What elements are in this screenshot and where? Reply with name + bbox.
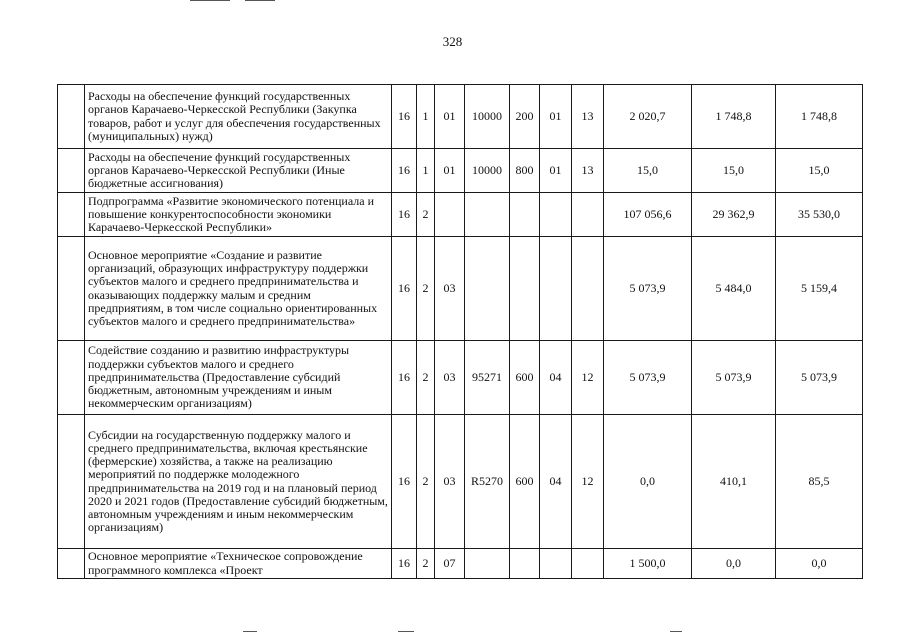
table-row	[58, 237, 863, 341]
code-cell	[540, 237, 572, 341]
table-row	[58, 549, 863, 579]
code-cell	[572, 549, 604, 579]
code-cell	[510, 237, 540, 341]
value-cell: 15,0	[604, 149, 692, 193]
code-cell: 2	[417, 341, 435, 415]
value-cell: 0,0	[604, 415, 692, 549]
code-cell: 16	[392, 149, 417, 193]
code-cell: 03	[435, 341, 465, 415]
code-cell: 600	[510, 341, 540, 415]
code-cell: R5270	[465, 415, 510, 549]
code-cell: 04	[540, 341, 572, 415]
blank-cell	[58, 85, 85, 149]
code-cell: 2	[417, 193, 435, 237]
value-cell: 5 073,9	[776, 341, 863, 415]
value-cell: 15,0	[776, 149, 863, 193]
row-name: Расходы на обеспечение функций государственных органов Карачаево-Черкесской Республики (Закупка товаров, работ и услуг для обеспечения государственных (муниципальных) нужд)	[85, 85, 392, 149]
code-cell: 10000	[465, 85, 510, 149]
code-cell: 95271	[465, 341, 510, 415]
value-cell: 15,0	[692, 149, 776, 193]
code-cell	[572, 237, 604, 341]
code-cell: 03	[435, 415, 465, 549]
value-cell: 29 362,9	[692, 193, 776, 237]
value-cell: 5 073,9	[692, 341, 776, 415]
row-name: Расходы на обеспечение функций государственных органов Карачаево-Черкесской Республики (Иные бюджетные ассигнования)	[85, 149, 392, 193]
code-cell: 2	[417, 237, 435, 341]
code-cell: 600	[510, 415, 540, 549]
blank-cell	[58, 149, 85, 193]
blank-cell	[58, 341, 85, 415]
table-row	[58, 85, 863, 149]
blank-cell	[58, 193, 85, 237]
code-cell	[465, 193, 510, 237]
code-cell: 16	[392, 341, 417, 415]
row-name: Подпрограмма «Развитие экономического потенциала и повышение конкурентоспособности экономики Карачаево-Черкесской Республики»	[85, 193, 392, 237]
value-cell: 5 159,4	[776, 237, 863, 341]
scan-artifact	[243, 631, 257, 632]
row-name: Основное мероприятие «Создание и развитие организаций, образующих инфраструктуру поддержки субъектов малого и среднего предпринимательства и оказывающих поддержку малым и средним предприятиям, в том числе социально ориентированных субъектов малого и среднего предпринимательства»	[85, 237, 392, 341]
value-cell: 1 500,0	[604, 549, 692, 579]
value-cell: 5 073,9	[604, 237, 692, 341]
code-cell	[540, 549, 572, 579]
code-cell	[572, 193, 604, 237]
code-cell: 12	[572, 415, 604, 549]
value-cell: 0,0	[776, 549, 863, 579]
scan-artifact	[190, 0, 230, 1]
code-cell: 16	[392, 549, 417, 579]
value-cell: 1 748,8	[692, 85, 776, 149]
code-cell: 04	[540, 415, 572, 549]
code-cell: 12	[572, 341, 604, 415]
code-cell: 16	[392, 193, 417, 237]
row-name: Субсидии на государственную поддержку малого и среднего предпринимательства, включая крестьянские (фермерские) хозяйства, а также на реализацию мероприятий по поддержке молодежного предпринимательства на 2019 год и на плановый период 2020 и 2021 годов (Предоставление субсидий бюджетным, автономным учреждениям и иным некоммерческим организациям)	[85, 415, 392, 549]
code-cell: 1	[417, 149, 435, 193]
code-cell: 13	[572, 85, 604, 149]
value-cell: 410,1	[692, 415, 776, 549]
page-number: 328	[442, 34, 463, 49]
value-cell: 0,0	[692, 549, 776, 579]
table-row	[58, 415, 863, 549]
code-cell: 800	[510, 149, 540, 193]
code-cell: 07	[435, 549, 465, 579]
value-cell: 1 748,8	[776, 85, 863, 149]
code-cell	[510, 193, 540, 237]
code-cell: 13	[572, 149, 604, 193]
blank-cell	[58, 415, 85, 549]
code-cell	[540, 193, 572, 237]
value-cell: 5 484,0	[692, 237, 776, 341]
scan-artifact	[398, 631, 414, 632]
budget-table	[57, 84, 863, 579]
table-row	[58, 193, 863, 237]
scan-artifact	[670, 631, 682, 632]
table-row	[58, 341, 863, 415]
code-cell: 10000	[465, 149, 510, 193]
blank-cell	[58, 237, 85, 341]
code-cell: 01	[435, 149, 465, 193]
value-cell: 35 530,0	[776, 193, 863, 237]
value-cell: 2 020,7	[604, 85, 692, 149]
code-cell: 16	[392, 237, 417, 341]
code-cell	[465, 237, 510, 341]
code-cell: 1	[417, 85, 435, 149]
code-cell: 03	[435, 237, 465, 341]
code-cell	[435, 193, 465, 237]
row-name: Основное мероприятие «Техническое сопровождение программного комплекса «Проект	[85, 549, 392, 579]
code-cell: 2	[417, 549, 435, 579]
scan-artifact	[245, 0, 275, 1]
blank-cell	[58, 549, 85, 579]
code-cell: 01	[540, 85, 572, 149]
value-cell: 107 056,6	[604, 193, 692, 237]
value-cell: 85,5	[776, 415, 863, 549]
code-cell: 16	[392, 415, 417, 549]
value-cell: 5 073,9	[604, 341, 692, 415]
row-name: Содействие созданию и развитию инфраструктуры поддержки субъектов малого и среднего предпринимательства (Предоставление субсидий бюджетным, автономным учреждениям и иным некоммерческим организациям)	[85, 341, 392, 415]
code-cell: 01	[540, 149, 572, 193]
code-cell	[465, 549, 510, 579]
code-cell	[510, 549, 540, 579]
code-cell: 01	[435, 85, 465, 149]
code-cell: 200	[510, 85, 540, 149]
code-cell: 2	[417, 415, 435, 549]
code-cell: 16	[392, 85, 417, 149]
table-row	[58, 149, 863, 193]
